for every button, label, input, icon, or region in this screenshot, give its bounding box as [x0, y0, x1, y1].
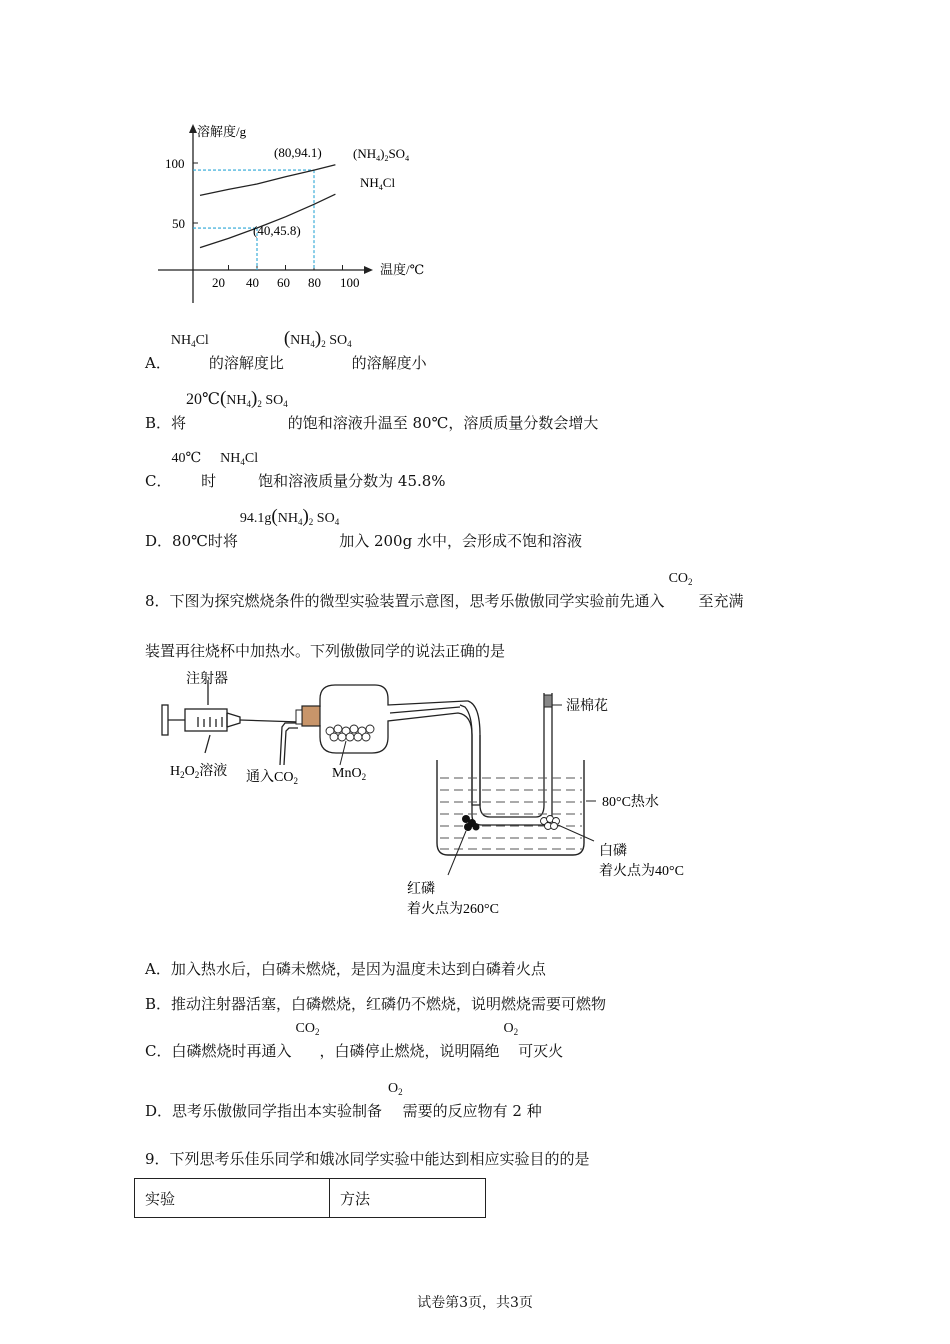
q8-stem-line2: 装置再往烧杯中加热水。下列傲傲同学的说法正确的是: [145, 642, 506, 660]
label-red-phosphorus: 红磷: [407, 882, 435, 897]
rubber-stopper: [302, 706, 320, 726]
formula-o2: $O_2$: [503, 1021, 519, 1037]
annotation-80-94: (80,94.1): [274, 145, 322, 160]
label-hot-water: 80°C热水: [602, 795, 659, 810]
label-mno2: MnO$_2$: [332, 766, 367, 782]
table-header-method: 方法: [330, 1179, 486, 1218]
table-row: [135, 1179, 486, 1218]
formula-20c-nh4-2so4: $20℃(NH_4)_2$ $SO_4$: [186, 388, 288, 409]
series-line-ammonium-chloride: [200, 194, 335, 247]
beaker: [437, 760, 584, 855]
y-axis-arrow: [189, 124, 197, 133]
label-syringe: 注射器: [186, 672, 228, 687]
combustion-apparatus-diagram: [150, 665, 750, 925]
label-white-phosphorus: 白磷: [599, 844, 627, 859]
formula-nh4cl: $NH_4Cl$: [170, 333, 209, 349]
solubility-chart: [150, 115, 450, 310]
x-tick-label-100: 100: [340, 275, 360, 290]
q8-option-b[interactable]: B．推动注射器活塞，白磷燃烧，红磷仍不燃烧，说明燃烧需要可燃物: [145, 995, 607, 1013]
q7-option-c[interactable]: C．40℃时$NH_4Cl$饱和溶液质量分数为 45.8%: [145, 451, 446, 490]
formula-co2: $CO_2$: [668, 571, 693, 587]
formula-nh4-2so4: $(NH_4)_2$ $SO_4$: [283, 328, 352, 349]
x-tick-label-60: 60: [277, 275, 290, 290]
y-axis-label: 溶解度/g: [197, 124, 247, 139]
series-label-ammonium-sulfate: $(NH_4)_2SO_4$: [353, 146, 410, 163]
q9-stem: 9．下列思考乐佳乐同学和娥冰同学实验中能达到相应实验目的的是: [145, 1150, 590, 1168]
red-phosphorus: [462, 815, 480, 831]
x-axis-arrow: [364, 266, 373, 274]
annotation-40-45: (40,45.8): [253, 223, 301, 238]
label-white-ignition: 着火点为40°C: [599, 864, 684, 879]
q8-option-a[interactable]: A．加入热水后，白磷未燃烧，是因为温度未达到白磷着火点: [145, 960, 546, 978]
syringe: [162, 680, 300, 753]
table-header-experiment: 实验: [135, 1179, 330, 1218]
label-wet-cotton: 湿棉花: [566, 699, 608, 714]
q9-table: [134, 1178, 486, 1218]
y-tick-label-50: 50: [172, 216, 185, 231]
y-tick-label-100: 100: [165, 156, 185, 171]
label-red-ignition: 着火点为260°C: [407, 902, 499, 917]
mno2-particles: [326, 725, 374, 741]
x-axis-label: 温度/℃: [380, 262, 425, 277]
formula-co2: $CO_2$: [295, 1021, 320, 1037]
x-tick-label-40: 40: [246, 275, 259, 290]
label-h2o2: $H_2O_2$溶液: [170, 764, 228, 780]
series-line-ammonium-sulfate: [200, 165, 335, 196]
q8-option-d[interactable]: D．思考乐傲傲同学指出本实验制备$O_2$需要的反应物有 2 种: [145, 1081, 542, 1120]
x-tick-label-80: 80: [308, 275, 321, 290]
q8-stem-line1: 8．下图为探究燃烧条件的微型实验装置示意图，思考乐傲傲同学实验前先通入$CO_2$至充满: [145, 571, 744, 610]
q7-option-a[interactable]: A．$NH_4Cl$的溶解度比$(NH_4)_2$ $SO_4$的溶解度小: [145, 328, 427, 372]
formula-nh4cl: $NH_4Cl$: [220, 451, 259, 467]
x-tick-label-20: 20: [212, 275, 225, 290]
q7-option-b[interactable]: B．将$20℃(NH_4)_2$ $SO_4$的饱和溶液升温至 80℃，溶质质量分数会增大: [145, 388, 599, 432]
reaction-vessel: [320, 685, 480, 805]
co2-inlet-tube: [280, 723, 298, 765]
formula-94g-nh4-2so4: $94.1g(NH_4)_2$ $SO_4$: [239, 506, 340, 527]
page-footer: 试卷第3页，共3页: [417, 1295, 533, 1311]
label-co2-inlet: 通入$CO_2$: [246, 770, 298, 786]
wet-cotton: [544, 695, 552, 707]
q8-option-c[interactable]: C．白磷燃烧时再通入$CO_2$，白磷停止燃烧，说明隔绝$O_2$可灭火: [145, 1021, 564, 1060]
formula-o2: $O_2$: [388, 1081, 403, 1097]
white-phosphorus: [541, 816, 560, 830]
q7-option-d[interactable]: D．80℃时将$94.1g(NH_4)_2$ $SO_4$加入 200g 水中，会形成不饱和溶液: [145, 506, 582, 550]
hot-water: [440, 778, 582, 849]
series-label-ammonium-chloride: $NH_4Cl$: [360, 175, 396, 192]
